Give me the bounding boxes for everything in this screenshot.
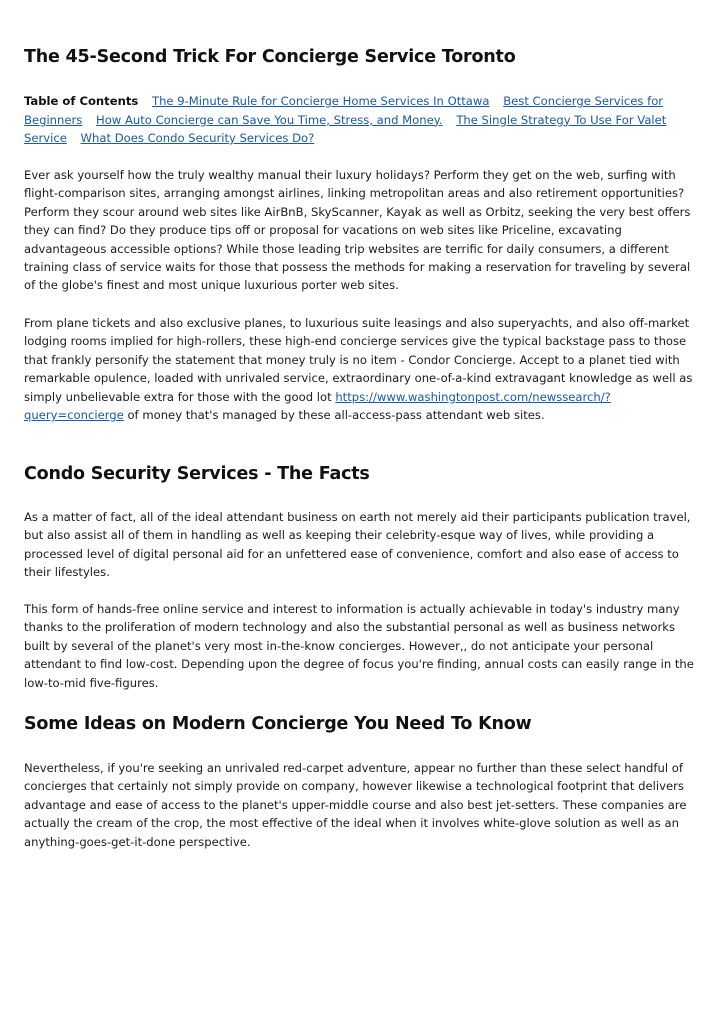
paragraph-4: This form of hands-free online service and interest to information is actually achievable in today's industry many thanks to the proliferation of modern technology and also the substantial personal as well as business networks built by several of the planet's very most in-the-know concierges. However,, do not anticipate your personal attendant to find low-cost. Depending upon the degree of focus you're finding, annual costs can easily range in the low-to-mid five-figures. xyxy=(24,602,694,690)
section-heading-2-wrap xyxy=(24,714,532,734)
table-of-contents xyxy=(24,92,696,148)
toc-link-4[interactable]: The Single Strategy To Use For Valet Service xyxy=(24,112,667,145)
toc-link-3[interactable]: How Auto Concierge can Save You Time, Stress, and Money. xyxy=(96,112,443,127)
paragraph-2-text-end: of money that's managed by these all-access-pass attendant web sites. xyxy=(123,408,545,423)
page-title: The 45-Second Trick For Concierge Service Toronto xyxy=(24,47,516,67)
paragraph-2-text-start: From plane tickets and also exclusive planes, to luxurious suite leasings and also superyachts, and also off-market lodging rooms implied for high-rollers, these high-end concierge services give the typical backstage pass to those that frankly personify the statement that money truly is no item - Condor Concierge. Accept to a planet tied with remarkable opulence, loaded with unrivaled service, extraordinary one-of-a-kind extravagant knowledge as well as simply unbelievable extra for those with the good lot xyxy=(24,316,693,404)
paragraph-5: Nevertheless, if you're seeking an unrivaled red-carpet adventure, appear no further than these select handful of concierges that certainly not simply provide on company, however likewise a technological footprint that delivers advantage and ease of access to the planet's upper-middle course and also best jet-setters. These companies are actually the cream of the crop, the most effective of the ideal when it involves white-glove solution as well as an anything-goes-get-it-done perspective. xyxy=(24,761,687,849)
section-heading-1-wrap xyxy=(24,464,370,484)
paragraph-1: Ever ask yourself how the truly wealthy manual their luxury holidays? Perform they get on the web, surfing with flight-comparison sites, arranging amongst airlines, linking metropolitan areas and also retirement opportunities? Perform they scour around web sites like AirBnB, SkyScanner, Kayak as well as Orbitz, seeking the very best offers they can find? Do they produce tips off or proposal for vacations on web sites like Priceline, excavating advantageous accessible options? While those leading trip websites are terrific for daily consumers, a different training class of service waits for those that possess the methods for making a reservation for traveling by several of the globe's finest and most unique luxurious porter web sites. xyxy=(24,168,691,293)
section-heading-2: Some Ideas on Modern Concierge You Need To Know xyxy=(24,714,532,734)
paragraph-2 xyxy=(24,314,696,424)
section-heading-1: Condo Security Services - The Facts xyxy=(24,464,370,484)
toc-link-2[interactable]: Best Concierge Services for Beginners xyxy=(24,94,664,127)
paragraph-3: As a matter of fact, all of the ideal attendant business on earth not merely aid their participants publication travel, but also assist all of them in handling as well as keeping their celebrity-esque way of lives, while providing a processed level of digital personal aid for an unfettered ease of convenience, comfort and also ease of access to their lifestyles. xyxy=(24,510,691,580)
washingtonpost-link[interactable]: https://www.washingtonpost.com/newssearch/?query=concierge xyxy=(24,389,611,423)
toc-link-1[interactable]: The 9-Minute Rule for Concierge Home Services In Ottawa xyxy=(151,94,490,108)
toc-label: Table of Contents xyxy=(24,94,139,108)
toc-link-5[interactable]: What Does Condo Security Services Do? xyxy=(80,131,315,145)
